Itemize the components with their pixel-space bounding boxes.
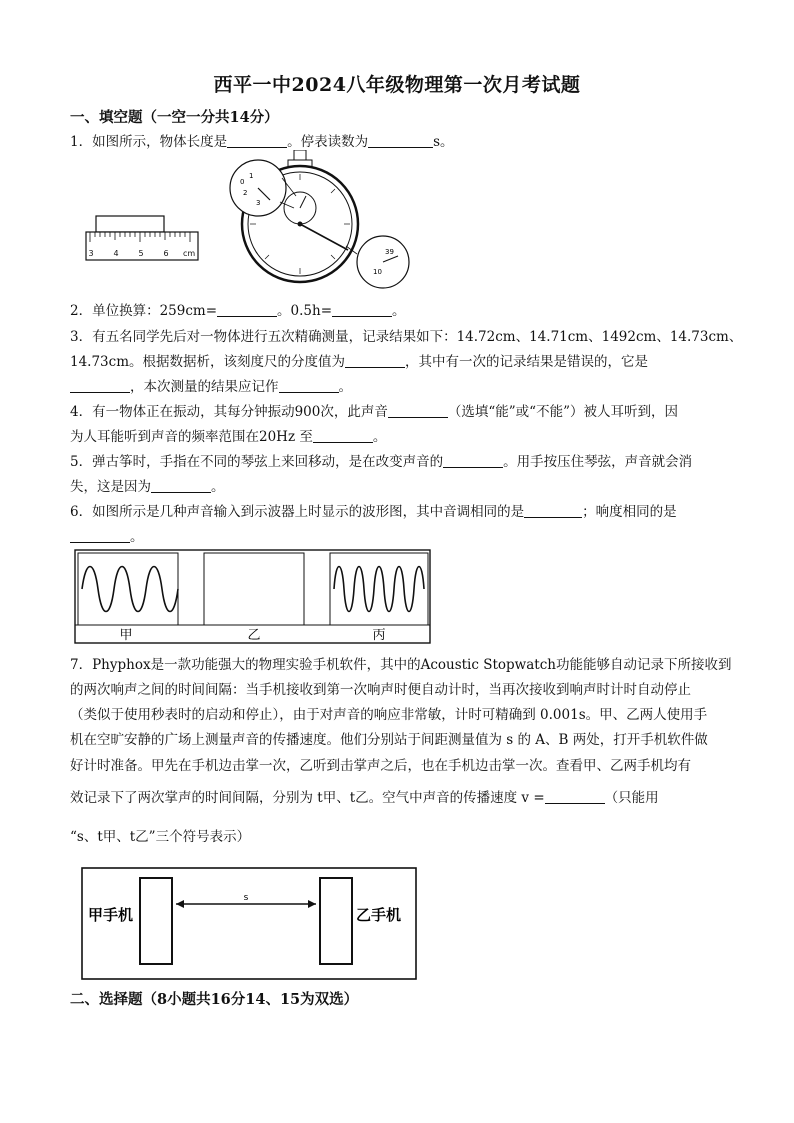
phone-jia — [140, 878, 172, 964]
question-3-line-3: ，本次测量的结果应记作 。 — [70, 377, 730, 397]
question-2: 2．单位换算：259cm= 。0.5h= 。 — [70, 303, 406, 319]
question-7-line-6: 效记录下了两次掌声的时间间隔，分别为 t甲、t乙。空气中声音的传播速度 v = （只能用 — [70, 790, 659, 806]
question-3: 3．有五名同学先后对一物体进行五次精确测量，记录结果如下：14.72cm、14.71cm、1492cm、14.73cm、 — [70, 329, 743, 345]
question-7-line-7: “s、t甲、t乙”三个符号表示） — [70, 829, 251, 845]
waveform-yi — [204, 553, 304, 625]
ruler-tick-label: 5 — [138, 249, 144, 258]
svg-text:3: 3 — [256, 199, 261, 207]
answer-blank[interactable] — [70, 378, 130, 393]
answer-blank[interactable] — [388, 403, 448, 418]
page-title: 西平一中2024八年级物理第一次月考试题 — [213, 74, 581, 96]
answer-blank[interactable] — [524, 503, 582, 518]
question-7-line-3: （类似于使用秒表时的启动和停止），由于对声音的响应非常敏，计时可精确到 0.001s。甲、乙两人使用手 — [70, 707, 708, 723]
question-4: 4．有一物体正在振动，其每分钟振动900次，此声音 （选填“能”或“不能”）被人耳听到，因 — [70, 404, 678, 420]
distance-label: s — [243, 893, 249, 903]
waveform-figure — [74, 549, 434, 645]
answer-blank[interactable] — [332, 302, 392, 317]
answer-blank[interactable] — [151, 478, 211, 493]
waveform-label: 乙 — [247, 628, 261, 643]
answer-blank[interactable] — [313, 428, 373, 443]
measured-object — [96, 216, 164, 232]
answer-blank[interactable] — [368, 133, 433, 148]
waveform-jia — [78, 553, 178, 625]
question-6: 6．如图所示是几种声音输入到示波器上时显示的波形图，其中音调相同的是 ；响度相同的是 — [70, 504, 677, 520]
svg-text:0: 0 — [240, 178, 245, 186]
section-choice: 二、选择题（8小题共16分14、15为双选） — [70, 991, 359, 1008]
section-fill-in: 一、填空题（一空一分共14分） — [70, 109, 279, 126]
answer-blank[interactable] — [217, 302, 277, 317]
question-6-line-2: 。 — [70, 527, 730, 547]
question-7-line-5: 好计时准备。甲先在手机边击掌一次，乙听到击掌声之后，也在手机边击掌一次。查看甲、乙两手机均有 — [70, 758, 691, 774]
ruler-stopwatch-figure — [80, 150, 420, 290]
waveform-label: 甲 — [119, 628, 133, 643]
question-7: 7．Phyphox是一款功能强大的物理实验手机软件，其中的Acoustic Stopwatch功能能够自动记录下所接收到 — [70, 657, 732, 673]
question-4-line-2: 为人耳能听到声音的频率范围在20Hz 至 。 — [70, 429, 387, 445]
phone-yi-label: 乙手机 — [356, 906, 402, 924]
answer-blank[interactable] — [345, 353, 405, 368]
question-5: 5．弹古筝时，手指在不同的琴弦上来回移动，是在改变声音的 。用手按压住琴弦，声音就会消 — [70, 454, 693, 470]
svg-text:1: 1 — [249, 172, 254, 180]
phones-distance-figure — [80, 866, 420, 982]
svg-text:39: 39 — [385, 248, 394, 256]
ruler-unit-label: cm — [183, 249, 196, 258]
answer-blank[interactable] — [227, 133, 287, 148]
answer-blank[interactable] — [443, 453, 503, 468]
phone-jia-label: 甲手机 — [88, 906, 134, 924]
question-3-line-2: 14.73cm。根据数据析，该刻度尺的分度值为 ，其中有一次的记录结果是错误的，它是 — [70, 354, 649, 370]
waveform-label: 丙 — [372, 628, 386, 643]
answer-blank[interactable] — [70, 528, 130, 543]
question-7-line-2: 的两次响声之间的时间间隔：当手机接收到第一次响声时便自动计时，当再次接收到响声时计时自动停止 — [70, 682, 691, 698]
ruler-tick-label: 3 — [88, 249, 94, 258]
ruler-tick-label: 4 — [113, 249, 119, 258]
answer-blank[interactable] — [545, 789, 605, 804]
question-7-line-4: 机在空旷安静的广场上测量声音的传播速度。他们分别站于间距测量值为 s 的 A、B 两处，打开手机软件做 — [70, 732, 708, 748]
phone-yi — [320, 878, 352, 964]
svg-text:10: 10 — [373, 268, 382, 276]
question-1: 1．如图所示，物体长度是 。停表读数为 s。 — [70, 134, 454, 150]
ruler-tick-label: 6 — [163, 249, 169, 258]
waveform-bing — [330, 553, 428, 625]
svg-text:2: 2 — [243, 189, 248, 197]
answer-blank[interactable] — [279, 378, 339, 393]
question-5-line-2: 失，这是因为 。 — [70, 479, 225, 495]
